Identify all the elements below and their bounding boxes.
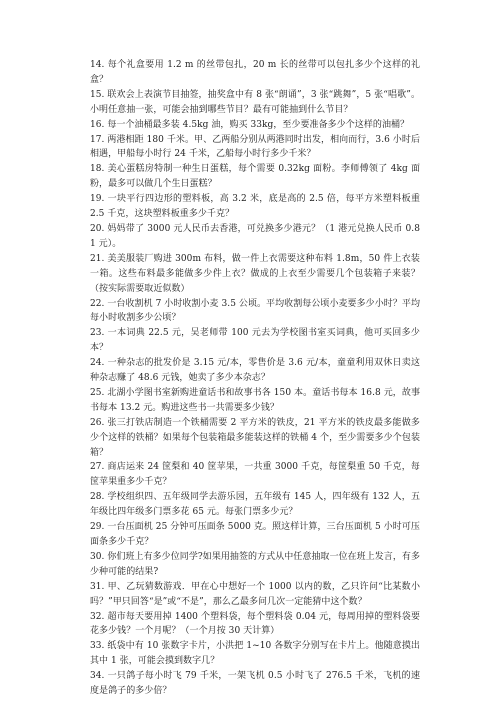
problem-30: 30. 你们班上有多少位同学?如果用抽签的方式从中任意抽取一位在班上发言，有多少种可能的结果? (90, 551, 420, 577)
problem-14: 14. 每个礼盒要用 1.2 m 的丝带包扎，20 m 长的丝带可以包扎多少个这样的礼盒？ (90, 60, 420, 85)
problem-31: 31. 甲、乙玩猜数游戏．甲在心中想好一个 1000 以内的数，乙只许问“比某数小吗？”甲只回答“是”或“不是”，那么乙最多问几次一定能猜中这个数？ (90, 581, 420, 607)
problem-24: 24. 一种杂志的批发价是 3.15 元/本，零售价是 3.6 元/本，童童利用双休日卖这种杂志赚了 48.6 元钱，她卖了多少本杂志？ (90, 358, 420, 384)
problem-list (90, 58, 420, 699)
problem-27: 27. 商店运来 24 筐梨和 40 筐苹果，一共重 3000 千克，每筐梨重 50 千克，每筐苹果重多少千克？ (90, 462, 420, 488)
problem-19: 19. 一块平行四边形的塑料板，高 3.2 米，底是高的 2.5 倍，每平方米塑料板重 2.5 千克，这块塑料板重多少千克？ (90, 194, 420, 220)
problem-18: 18. 美心蛋糕房特制一种生日蛋糕，每个需要 0.32kg 面粉。李师傅领了 4kg 面粉，最多可以做几个生日蛋糕？ (90, 164, 420, 190)
problem-29: 29. 一台压面机 25 分钟可压面条 5000 克。照这样计算，三台压面机 5 小时可压面条多少千克？ (90, 522, 420, 547)
problem-33: 33. 纸袋中有 10 张数字卡片，小洪把 1~10 各数字分别写在卡片上。他随意摸出其中 1 张，可能会摸到数字几？ (90, 641, 420, 667)
problem-15: 15. 联欢会上表演节目抽签，抽奖盒中有 8 张“朗诵”，3 张“跳舞”，5 张“唱歌”。小明任意抽一张，可能会抽到哪些节目？最有可能抽到什么节目？ (90, 89, 420, 115)
problem-22: 22. 一台收割机 7 小时收割小麦 3.5 公顷。平均收割每公顷小麦要多少小时？平均每小时收割多少公顷？ (90, 298, 420, 324)
problem-20: 20. 妈妈带了 3000 元人民币去香港，可兑换多少港元？（1 港元兑换人民币 0.81 元）。 (90, 223, 420, 249)
problem-26: 26. 张三打铁店制造一个铁桶需要 2 平方米的铁皮，21 平方米的铁皮最多能做多少个这样的铁桶？如果每个包装箱最多能装这样的铁桶 4 个，至少需要多少个包装箱？ (90, 417, 420, 458)
problem-32: 32. 超市每天要用掉 1400 个塑料袋，每个塑料袋 0.04 元，每周用掉的塑料袋要花多少钱？一个月呢？（一个月按 30 天计算） (90, 611, 420, 637)
problem-25: 25. 北湖小学图书室新购进童话书和故事书各 150 本。童话书每本 16.8 元，故事书每本 13.2 元。购进这些书一共需要多少钱？ (90, 387, 420, 413)
problem-23: 23. 一本词典 22.5 元，吴老师带 100 元去为学校图书室买词典，他可买回多少本？ (90, 328, 420, 354)
problem-17: 17. 两港相距 180 千米。甲、乙两船分别从两港同时出发，相向而行，3.6 小时后相遇，甲船每小时行 24 千米，乙船每小时行多少千米？ (90, 134, 420, 160)
problem-21: 21. 美美服装厂购进 300m 布料，做一件上衣需要这种布料 1.8m，50 件上衣装一箱。这些布料最多能做多少件上衣？做成的上衣至少需要几个包装箱子来装？（按实际需要取近似数） (90, 253, 420, 294)
problem-16: 16. 每一个油桶最多装 4.5kg 油，购买 33kg，至少要准备多少个这样的油桶？ (90, 119, 410, 130)
problem-34: 34. 一只鸽子每小时飞 79 千米，一架飞机 0.5 小时飞了 276.5 千米，飞机的速度是鸽子的多少倍？ (90, 671, 420, 697)
problem-28: 28. 学校组织四、五年级同学去游乐园，五年级有 145 人，四年级有 132 人，五年级比四年级多门票多花 65 元。每张门票多少元？ (90, 492, 420, 518)
